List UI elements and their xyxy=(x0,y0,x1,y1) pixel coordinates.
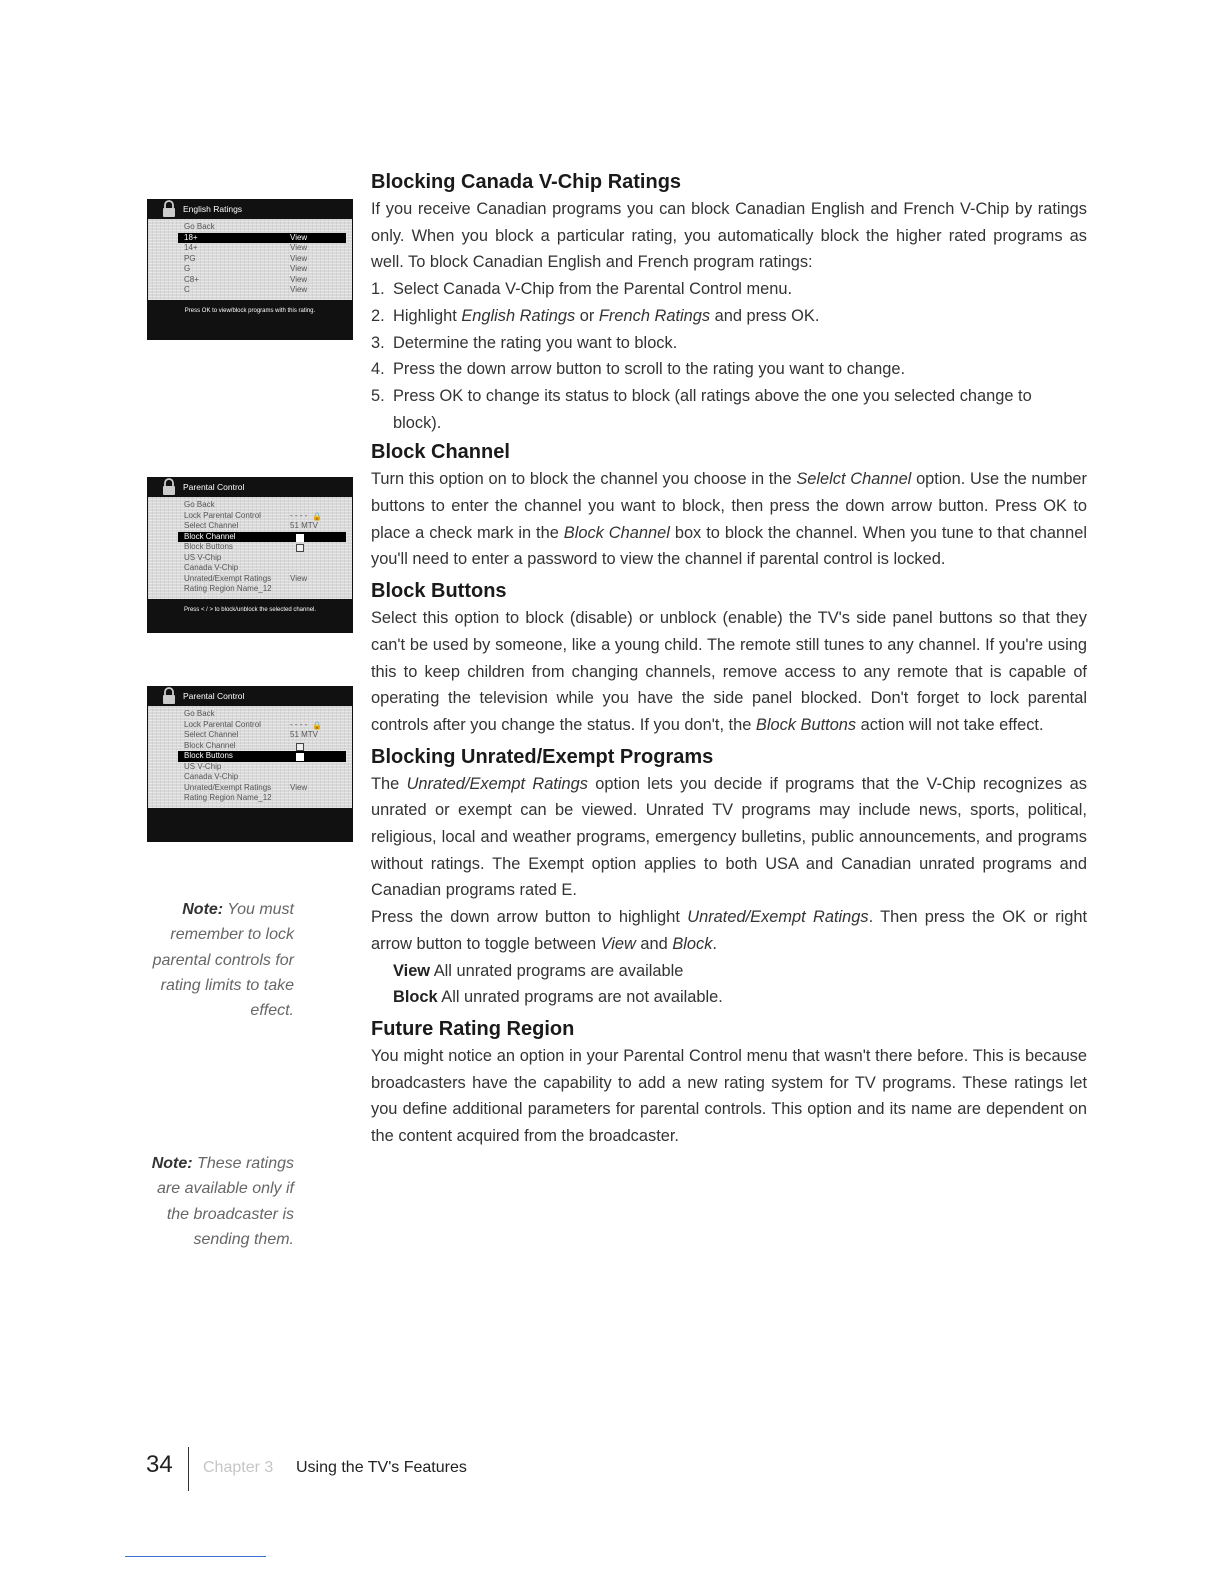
menu-row: Go Back xyxy=(184,709,215,718)
section-block-buttons xyxy=(371,577,1087,739)
menu-body xyxy=(148,219,352,300)
menu-body xyxy=(148,706,352,808)
lock-icon xyxy=(162,687,176,704)
section-canada-vchip xyxy=(371,168,1087,436)
screenshot-title: Parental Control xyxy=(183,482,245,492)
menu-row-selected: Block Buttons xyxy=(178,751,346,762)
list-item: 5. Press OK to change its status to block (all ratings above the one you selected change to block). xyxy=(371,386,1032,432)
screenshot-title: Parental Control xyxy=(183,691,245,701)
screenshot-footer: Press < / > to block/unblock the selected channel. xyxy=(183,606,317,613)
section-heading: Block Buttons xyxy=(371,580,507,603)
list-item: 4. Press the down arrow button to scroll to the rating you want to change. xyxy=(371,360,906,379)
menu-row: Select Channel 51 MTV xyxy=(184,521,319,530)
menu-row: Lock Parental Control - - - - 🔒 xyxy=(184,719,322,730)
menu-row: Go Back xyxy=(184,222,215,231)
margin-note-2 xyxy=(145,1151,294,1252)
note-label: Note: xyxy=(151,1155,193,1172)
checkbox-icon xyxy=(296,753,304,761)
menu-row: PG View xyxy=(184,253,308,263)
checkbox-icon xyxy=(296,544,304,552)
parental-control-screenshot-2 xyxy=(147,686,353,842)
screenshot-footer xyxy=(147,808,353,830)
menu-row: US V-Chip xyxy=(184,761,222,771)
menu-row: Go Back xyxy=(184,500,215,509)
menu-row: Select Channel 51 MTV xyxy=(184,730,319,739)
main-text-column xyxy=(371,168,1087,1150)
note-text: These ratings are available only if the broadcaster is sending them. xyxy=(157,1155,294,1248)
screenshot-title: English Ratings xyxy=(183,204,243,214)
small-lock-icon: 🔒 xyxy=(312,720,322,730)
steps-list xyxy=(371,276,1087,436)
note-label: Note: xyxy=(182,901,224,918)
bottom-rule xyxy=(125,1556,266,1557)
section-paragraph: Press the down arrow button to highlight Unrated/Exempt Ratings. Then press the OK or right arrow button to toggle between View and Block. xyxy=(371,908,1088,953)
lock-icon xyxy=(162,478,176,495)
option-block: Block All unrated programs are not available. xyxy=(393,988,723,1007)
menu-row: Block Channel xyxy=(178,741,346,752)
section-heading: Blocking Unrated/Exempt Programs xyxy=(371,745,714,768)
list-item: 1. Select Canada V-Chip from the Parental Control menu. xyxy=(371,280,793,299)
menu-row: 14+ View xyxy=(184,243,308,252)
section-paragraph: Turn this option on to block the channel you choose in the Selelct Channel option. Use the number buttons to enter the channel you want to block, then press the down arrow button. Press OK to place a check mark in the Block Channel box to block the channel. When you tune to that channel you'll need to enter a password to view the channel if parental control is locked. xyxy=(371,470,1088,569)
screenshot-header xyxy=(147,199,353,219)
section-heading: Block Channel xyxy=(371,441,510,464)
section-unrated-exempt xyxy=(371,743,1087,1011)
menu-row: G View xyxy=(184,264,308,273)
menu-row: Canada V-Chip xyxy=(184,563,239,572)
section-paragraph: You might notice an option in your Parental Control menu that wasn't there before. This is because broadcasters have the capability to add a new rating system for TV programs. These ratings let you define additional parameters for parental controls. This option and its name are dependent on the content acquired from the broadcaster. xyxy=(371,1046,1087,1146)
menu-row: Unrated/Exempt Ratings View xyxy=(184,782,308,792)
screenshot-header xyxy=(147,477,353,497)
parental-control-screenshot-1 xyxy=(147,477,353,633)
page-number: 34 xyxy=(146,1451,173,1478)
menu-row: C View xyxy=(184,285,308,294)
chapter-title: Using the TV's Features xyxy=(296,1459,467,1476)
menu-row: Rating Region Name_12 xyxy=(184,584,272,593)
chapter-label: Chapter 3 xyxy=(203,1459,274,1476)
footer-divider xyxy=(188,1447,189,1491)
menu-body xyxy=(148,497,352,599)
note-text: You must remember to lock parental controls for rating limits to take effect. xyxy=(152,901,294,1020)
menu-row: Unrated/Exempt Ratings View xyxy=(184,573,308,583)
menu-row: US V-Chip xyxy=(184,552,222,562)
checkbox-icon xyxy=(296,534,304,542)
margin-note-1 xyxy=(145,897,294,1023)
screenshot-header xyxy=(147,686,353,706)
menu-row: Rating Region Name_12 xyxy=(184,793,272,802)
lock-icon xyxy=(162,200,176,217)
menu-row: Canada V-Chip xyxy=(184,772,239,781)
section-future-rating-region xyxy=(371,1015,1087,1150)
checkbox-icon xyxy=(296,743,304,751)
section-heading: Blocking Canada V-Chip Ratings xyxy=(371,171,682,193)
screenshot-footer: Press OK to view/block programs with this rating. xyxy=(184,307,316,314)
menu-row-selected: Block Channel xyxy=(178,532,346,543)
menu-row: Lock Parental Control - - - - 🔒 xyxy=(184,510,322,521)
section-paragraph: Select this option to block (disable) or unblock (enable) the TV's side panel buttons so that they can't be used by someone, like a young child. The remote still tunes to any channel. If you're using this to keep children from changing channels, remove access to any remote that is capable of operating the television while you have the side panel blocked. Don't forget to lock parental controls after you change the status. If you don't, the Block Buttons action will not take effect. xyxy=(371,609,1087,734)
option-view: View All unrated programs are available xyxy=(393,961,684,980)
section-heading: Future Rating Region xyxy=(371,1017,575,1040)
menu-row: C8+ View xyxy=(184,274,308,284)
english-ratings-screenshot xyxy=(147,199,353,340)
small-lock-icon: 🔒 xyxy=(312,511,322,521)
section-paragraph: If you receive Canadian programs you can block Canadian English and French V-Chip by ratings only. When you block a particular rating, you automatically block the higher rated programs as well. To block Canadian English and French program ratings: xyxy=(371,200,1087,272)
section-paragraph: The Unrated/Exempt Ratings option lets you decide if programs that the V-Chip recognizes as unrated or exempt can be viewed. Unrated TV programs may include news, sports, political, religious, local and weather programs, emergency bulletins, public announcements, and programs without ratings. The Exempt option applies to both USA and Canadian unrated programs and Canadian programs rated E. xyxy=(371,774,1087,900)
section-block-channel xyxy=(371,438,1087,573)
list-item: 2. Highlight English Ratings or French Ratings and press OK. xyxy=(371,306,820,325)
list-item: 3. Determine the rating you want to block. xyxy=(371,333,678,352)
menu-row: Block Buttons xyxy=(178,542,346,553)
menu-row-selected: 18+ View xyxy=(178,233,346,244)
